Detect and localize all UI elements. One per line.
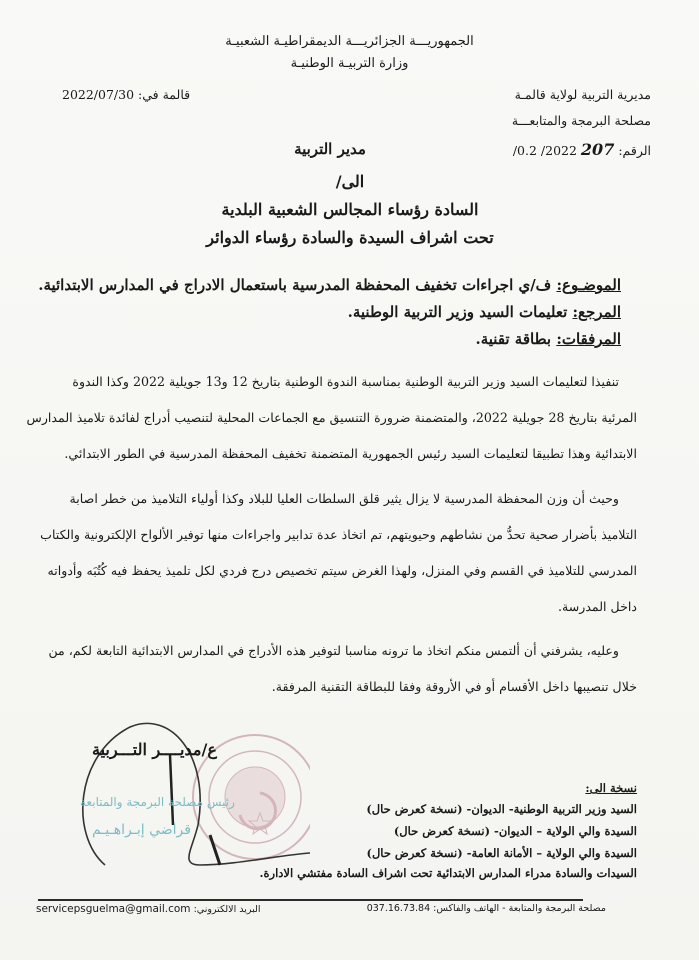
footer-divider	[38, 899, 583, 901]
footer-email	[36, 903, 261, 915]
paragraph-1-line-1: تنفيذا لتعليمات السيد وزير التربية الوطنية بمناسبة الندوة الوطنية بتاريخ 12 و13 جويلية 2022 وكذا الندوة	[72, 374, 619, 389]
footer-service-phone: مصلحة البرمجة والمتابعة - الهاتف والفاكس: 037.16.73.84	[366, 903, 606, 914]
ministry-heading: وزارة التربيـة الوطنيـة	[290, 56, 409, 71]
sender-title: مدير التربية	[294, 140, 366, 158]
letter-date: 2022/07/30	[62, 87, 135, 102]
paragraph-3-line-2: خلال تنصيبها داخل الأقسام أو في الأروقة وفقا للبطاقة التقنية المرفقة.	[271, 679, 637, 694]
paragraph-2-line-4: داخل المدرسة.	[557, 599, 637, 614]
paragraph-3-line-1: وعليه، يشرفني أن ألتمس منكم اتخاذ ما ترونه مناسبا لتوفير هذه الأدراج في المدارس الابتدائية التابعة لكم، من	[48, 643, 619, 658]
copy-recipient-3: السيدة والي الولاية – الأمانة العامة- (نسخة كعرض حال)	[366, 846, 637, 860]
place-date-label: قالمة في:	[138, 87, 191, 102]
attachments-label: المرفقات:	[556, 330, 621, 348]
subject-text: ف/ي اجراءات تخفيف المحفظة المدرسية باستعمال الادراج في المدارس الابتدائية.	[38, 276, 552, 294]
copy-recipient-2: السيدة والي الولاية – الديوان- (نسخة كعرض حال)	[393, 824, 637, 838]
copy-recipient-4: السيدات والسادة مدراء المدارس الابتدائية تحت اشراف السادة مفتشي الادارة.	[259, 866, 637, 880]
republic-heading: الجمهوريـــة الجزائريـــة الديمقراطيـة الشعبيـة	[225, 34, 474, 49]
faded-signatory-name: قراضي إبـراهـيـم	[92, 822, 191, 838]
directorate-name: مديرية التربية لولاية قالمـة	[514, 87, 651, 102]
faded-signatory-role: رئيس مصلحة البرمجة والمتابعة	[80, 795, 235, 809]
copy-recipient-1: السيد وزير التربية الوطنية- الديوان- (نسخة كعرض حال)	[366, 802, 637, 816]
subject-line	[38, 276, 621, 294]
recipients-line-1: السادة رؤساء المجالس الشعبية البلدية	[221, 200, 479, 219]
recipients-line-2: تحت اشراف السيدة والسادة رؤساء الدوائر	[206, 228, 494, 247]
attachments-text: بطاقة تقنية.	[475, 330, 552, 348]
copies-label: نسخة الى:	[585, 781, 637, 795]
signatory-title: ع/مديــــر التـــربية	[92, 740, 217, 759]
recipient-label: الى/	[335, 172, 365, 191]
paragraph-2-line-1: وحيث أن وزن المحفظة المدرسية لا يزال يثير قلق السلطات العليا للبلاد وكذا أولياء التلاميذ من خطر اصابة	[69, 491, 619, 506]
paragraph-1-line-3: الابتدائية وهذا تطبيقا لتعليمات السيد رئيس الجمهورية المتضمنة تخفيف المحفظة المدرسية في الطور الابتدائي.	[64, 446, 637, 461]
paragraph-2-line-3: المدرسي للتلاميذ في القسم وفي المنزل، ولهذا الغرض سيتم تخصيص درج فردي لكل تلميذ يحفظ فيه كُتُبَه وأدواته	[47, 563, 637, 578]
place-date	[62, 87, 190, 102]
paragraph-2-line-2: التلاميذ بأضرار صحية تحدُّ من نشاطهم وحيويتهم، تم اتخاذ عدة تدابير واجراءات منها توفير الألواح الإلكترونية والكتاب	[40, 527, 637, 542]
reference-suffix: /0.2 /2022	[512, 143, 577, 158]
footer-email-label: البريد الالكتروني:	[193, 904, 261, 915]
paragraph-1-line-2: المرئية بتاريخ 28 جويلية 2022، والمتضمنة ضرورة التنسيق مع الجماعات المحلية لتنصيب أدراج لفائدة تلاميذ المدارس	[26, 410, 637, 425]
reference-handwritten-number: 207	[580, 140, 615, 159]
attachments-line	[476, 330, 622, 348]
reference-text: تعليمات السيد وزير التربية الوطنية.	[347, 303, 568, 321]
footer-email-address[interactable]: servicepsguelma@gmail.com	[36, 903, 191, 915]
subject-label: الموضـوع:	[556, 276, 621, 294]
reference-line	[348, 303, 621, 321]
reference-label: الرقم:	[618, 143, 651, 158]
reference-line-label: المرجع:	[572, 303, 621, 321]
service-name: مصلحة البرمجة والمتابعـــة	[511, 113, 651, 128]
